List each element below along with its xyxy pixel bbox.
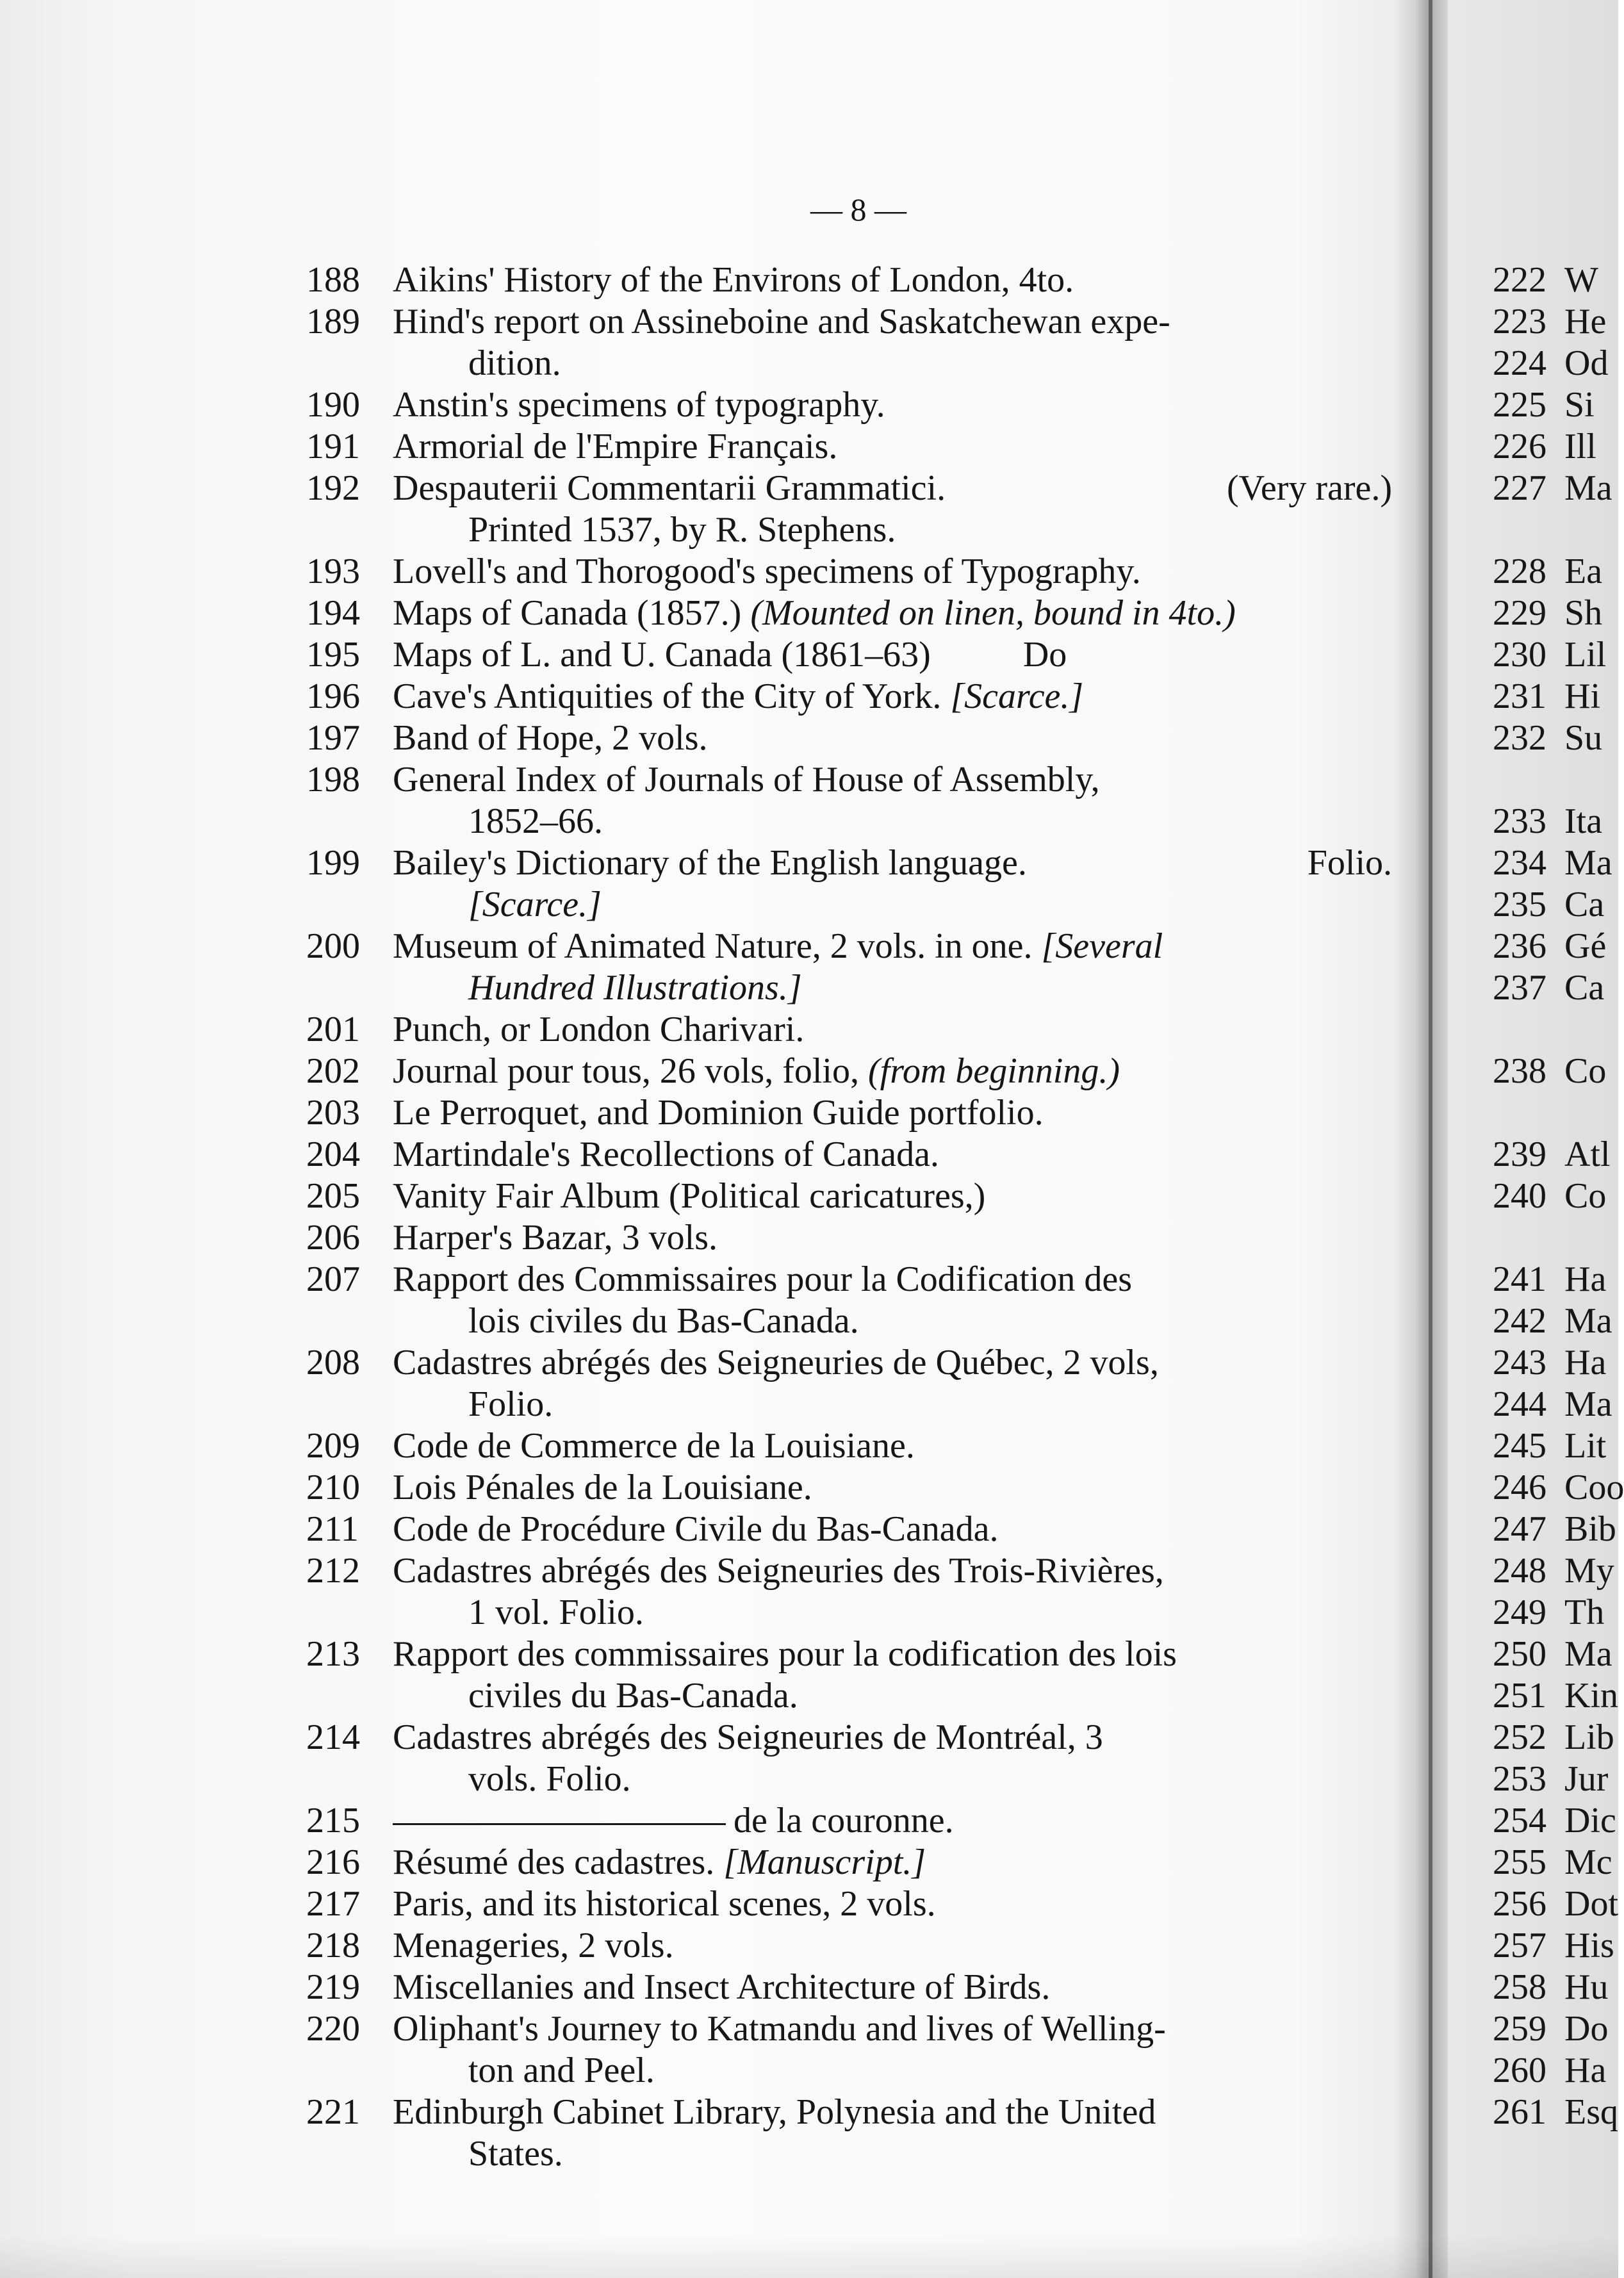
entry-number: 260 <box>1493 2051 1546 2090</box>
entry-title: Paris, and its historical scenes, 2 vols. <box>393 1884 936 1924</box>
entry-number: 233 <box>1493 801 1546 841</box>
page-bottom-edge <box>0 2236 1618 2278</box>
catalogue-entry <box>306 2092 1392 2175</box>
entry-continuation: States. <box>468 2134 563 2174</box>
facing-entry <box>1493 2092 1618 2133</box>
facing-entry <box>1493 676 1618 717</box>
entry-continuation: Folio. <box>468 1384 554 1424</box>
entry-title: Martindale's Recollections of Canada. <box>393 1135 939 1174</box>
facing-entry <box>1493 1550 1618 1592</box>
entry-number: 246 <box>1493 1468 1546 1507</box>
facing-entry <box>1493 1634 1618 1675</box>
catalogue-entry <box>306 1967 1392 2008</box>
catalogue-entry <box>306 301 1392 384</box>
entry-title: de la couronne. <box>734 1801 954 1840</box>
entry-title-fragment: Ha <box>1564 1343 1607 1382</box>
entry-number: 207 <box>306 1259 360 1299</box>
entry-number: 230 <box>1493 635 1546 675</box>
entry-number: 203 <box>306 1093 360 1133</box>
facing-entry <box>1493 426 1618 468</box>
entry-title-fragment: Atl <box>1564 1135 1611 1174</box>
entry-title: General Index of Journals of House of Assembly, <box>393 760 1100 799</box>
entry-title: Lovell's and Thorogood's specimens of Typography. <box>393 552 1141 591</box>
entry-number: 255 <box>1493 1842 1546 1882</box>
entry-number: 243 <box>1493 1343 1546 1382</box>
catalogue-entry <box>306 1259 1392 1342</box>
facing-entry <box>1493 1300 1618 1342</box>
entry-number: 258 <box>1493 1967 1546 2007</box>
catalogue-main-column <box>306 259 1392 2175</box>
entry-title: Armorial de l'Empire Français. <box>393 427 838 466</box>
entry-title: Miscellanies and Insect Architecture of Birds. <box>393 1967 1051 2007</box>
facing-entry <box>1493 1425 1618 1467</box>
entry-note: (Very rare.) <box>1226 468 1392 508</box>
entry-number: 197 <box>306 718 360 758</box>
entry-number: 254 <box>1493 1801 1546 1840</box>
catalogue-entry <box>306 1883 1392 1925</box>
entry-number: 224 <box>1493 343 1546 383</box>
entry-number: 195 <box>306 635 360 675</box>
entry-number: 194 <box>306 593 360 633</box>
entry-title: Oliphant's Journey to Katmandu and lives of Welling- <box>393 2009 1166 2049</box>
entry-title: Cadastres abrégés des Seigneuries des Trois-Rivières, <box>393 1551 1164 1591</box>
catalogue-entry <box>306 1217 1392 1259</box>
entry-number: 217 <box>306 1884 360 1924</box>
entry-title-fragment: My <box>1564 1551 1614 1591</box>
catalogue-entry <box>306 717 1392 759</box>
catalogue-entry <box>306 1467 1392 1509</box>
entry-title-fragment: Ma <box>1564 1301 1612 1341</box>
entry-number: 210 <box>306 1468 360 1507</box>
catalogue-entry <box>306 593 1392 634</box>
catalogue-entry <box>306 259 1392 301</box>
facing-entry <box>1493 384 1618 426</box>
catalogue-entry <box>306 1634 1392 1717</box>
catalogue-facing-column <box>1493 259 1624 2133</box>
entry-title: Rapport des Commissaires pour la Codification des <box>393 1259 1133 1299</box>
entry-title-fragment: Esq <box>1564 2092 1618 2132</box>
entry-number: 216 <box>306 1842 360 1882</box>
entry-number: 241 <box>1493 1259 1546 1299</box>
entry-title-fragment: He <box>1564 302 1607 341</box>
entry-title-fragment: Dic <box>1564 1801 1616 1840</box>
entry-title: Anstin's specimens of typography. <box>393 385 885 425</box>
catalogue-entry <box>306 2008 1392 2092</box>
entry-title: Cadastres abrégés des Seigneuries de Québec, 2 vols, <box>393 1343 1159 1382</box>
entry-number: 220 <box>306 2009 360 2049</box>
entry-continuation: lois civiles du Bas-Canada. <box>468 1301 859 1341</box>
entry-continuation: vols. Folio. <box>468 1759 631 1799</box>
catalogue-entry <box>306 1800 1392 1842</box>
catalogue-entry <box>306 1342 1392 1425</box>
ditto-mark: Do <box>1022 635 1067 675</box>
entry-title-fragment: Lib <box>1564 1717 1614 1757</box>
entry-continuation: dition. <box>468 343 561 383</box>
entry-number: 214 <box>306 1717 360 1757</box>
facing-entry <box>1493 1967 1618 2008</box>
entry-title: Lois Pénales de la Louisiane. <box>393 1468 812 1507</box>
entry-title: Harper's Bazar, 3 vols. <box>393 1218 718 1258</box>
facing-entry <box>1493 1800 1618 1842</box>
entry-title-fragment: Ha <box>1564 2051 1607 2090</box>
facing-entry <box>1493 1342 1618 1384</box>
facing-entry <box>1493 1592 1618 1634</box>
entry-number: 188 <box>306 260 360 300</box>
facing-entry <box>1493 842 1618 884</box>
facing-entry <box>1493 301 1618 343</box>
entry-title: Maps of L. and U. Canada (1861–63) <box>393 635 931 675</box>
catalogue-entry <box>306 1842 1392 1883</box>
catalogue-entry <box>306 676 1392 717</box>
catalogue-entry <box>306 842 1392 926</box>
binding-edge <box>1429 0 1432 2278</box>
entry-title: Résumé des cadastres. <box>393 1842 715 1882</box>
entry-continuation: Printed 1537, by R. Stephens. <box>468 510 896 550</box>
entry-number: 231 <box>1493 676 1546 716</box>
entry-title-fragment: Mc <box>1564 1842 1612 1882</box>
entry-title-fragment: Dot <box>1564 1884 1618 1924</box>
entry-number: 193 <box>306 552 360 591</box>
facing-entry <box>1493 717 1618 759</box>
entry-title-fragment: Od <box>1564 343 1609 383</box>
entry-title: Cadastres abrégés des Seigneuries de Montréal, 3 <box>393 1717 1103 1757</box>
entry-title: Maps of Canada (1857.) <box>393 593 742 633</box>
entry-number: 222 <box>1493 260 1546 300</box>
catalogue-entry <box>306 1009 1392 1051</box>
entry-title-fragment: Ma <box>1564 1384 1612 1424</box>
entry-title: Journal pour tous, 26 vols, folio, <box>393 1051 859 1091</box>
facing-entry <box>1493 1842 1618 1883</box>
entry-title: Menageries, 2 vols. <box>393 1926 674 1965</box>
facing-entry <box>1493 468 1618 509</box>
entry-number: 248 <box>1493 1551 1546 1591</box>
entry-number: 257 <box>1493 1926 1546 1965</box>
entry-number: 189 <box>306 302 360 341</box>
facing-entry <box>1493 1883 1618 1925</box>
catalogue-entry <box>306 1425 1392 1467</box>
catalogue-entry <box>306 426 1392 468</box>
entry-number: 240 <box>1493 1176 1546 1216</box>
entry-title-fragment: Ma <box>1564 1634 1612 1674</box>
entry-title: Le Perroquet, and Dominion Guide portfolio. <box>393 1093 1044 1133</box>
entry-number: 227 <box>1493 468 1546 508</box>
catalogue-entry <box>306 1509 1392 1550</box>
entry-number: 206 <box>306 1218 360 1258</box>
entry-title-fragment: Ma <box>1564 843 1612 883</box>
entry-number: 223 <box>1493 302 1546 341</box>
facing-entry <box>1493 259 1618 301</box>
entry-title: Code de Procédure Civile du Bas-Canada. <box>393 1509 999 1549</box>
entry-title-fragment: Bib <box>1564 1509 1616 1549</box>
entry-number: 199 <box>306 843 360 883</box>
entry-number: 256 <box>1493 1884 1546 1924</box>
entry-note: [Scarce.] <box>950 676 1084 716</box>
entry-number: 213 <box>306 1634 360 1674</box>
facing-entry <box>1493 1509 1618 1550</box>
catalogue-entry <box>306 759 1392 842</box>
entry-number: 204 <box>306 1135 360 1174</box>
facing-entry <box>1493 1467 1624 1509</box>
entry-number: 242 <box>1493 1301 1546 1341</box>
entry-title: Punch, or London Charivari. <box>393 1010 805 1049</box>
entry-title-fragment: Ea <box>1564 552 1603 591</box>
entry-number: 190 <box>306 385 360 425</box>
entry-title-fragment: Do <box>1564 2009 1609 2049</box>
entry-title-fragment: His <box>1564 1926 1614 1965</box>
facing-entry <box>1493 551 1618 593</box>
entry-title: Code de Commerce de la Louisiane. <box>393 1426 915 1466</box>
entry-continuation: ton and Peel. <box>468 2051 655 2090</box>
entry-note: [Several <box>1041 926 1163 966</box>
entry-title: Cave's Antiquities of the City of York. <box>393 676 942 716</box>
entry-note: (from beginning.) <box>867 1051 1120 1091</box>
entry-title: Despauterii Commentarii Grammatici. <box>393 468 946 508</box>
entry-title-fragment: Lit <box>1564 1426 1607 1466</box>
facing-entry <box>1493 1176 1618 1217</box>
facing-entry <box>1493 343 1618 384</box>
entry-title-fragment: Jur <box>1564 1759 1609 1799</box>
entry-number: 192 <box>306 468 360 508</box>
entry-number: 228 <box>1493 552 1546 591</box>
facing-entry <box>1493 1259 1618 1300</box>
entry-continuation: Hundred Illustrations.] <box>468 968 802 1008</box>
entry-number: 225 <box>1493 385 1546 425</box>
entry-title: Rapport des commissaires pour la codification des lois <box>393 1634 1177 1674</box>
entry-number: 253 <box>1493 1759 1546 1799</box>
facing-entry <box>1493 884 1618 926</box>
catalogue-entry <box>306 1717 1392 1800</box>
entry-title-fragment: Ita <box>1564 801 1603 841</box>
entry-title-fragment: Hi <box>1564 676 1600 716</box>
entry-title-fragment: Ha <box>1564 1259 1607 1299</box>
entry-number: 259 <box>1493 2009 1546 2049</box>
entry-title-fragment: Th <box>1564 1593 1605 1632</box>
entry-number: 244 <box>1493 1384 1546 1424</box>
entry-title: Hind's report on Assineboine and Saskatchewan expe- <box>393 302 1170 341</box>
entry-number: 208 <box>306 1343 360 1382</box>
facing-entry <box>1493 1925 1618 1967</box>
entry-number: 251 <box>1493 1676 1546 1716</box>
entry-number: 209 <box>306 1426 360 1466</box>
entry-title-fragment: Co <box>1564 1176 1607 1216</box>
entry-number: 245 <box>1493 1426 1546 1466</box>
entry-number: 219 <box>306 1967 360 2007</box>
catalogue-entry <box>306 634 1392 676</box>
facing-entry <box>1493 926 1618 967</box>
catalogue-entry <box>306 1051 1392 1092</box>
entry-continuation: civiles du Bas-Canada. <box>468 1676 798 1716</box>
entry-number: 237 <box>1493 968 1546 1008</box>
facing-entry <box>1493 1134 1618 1176</box>
entry-number: 211 <box>306 1509 359 1549</box>
facing-entry <box>1493 634 1618 676</box>
entry-number: 235 <box>1493 885 1546 924</box>
catalogue-entry <box>306 1176 1392 1217</box>
entry-title-fragment: Hu <box>1564 1967 1609 2007</box>
entry-number: 196 <box>306 676 360 716</box>
facing-entry <box>1493 2050 1618 2092</box>
entry-number: 202 <box>306 1051 360 1091</box>
entry-continuation: 1 vol. Folio. <box>468 1593 644 1632</box>
catalogue-entry <box>306 468 1392 551</box>
facing-entry <box>1493 1051 1618 1092</box>
entry-number: 252 <box>1493 1717 1546 1757</box>
facing-entry <box>1493 967 1618 1009</box>
entry-title-fragment: Gé <box>1564 926 1607 966</box>
catalogue-entry <box>306 551 1392 593</box>
entry-title-fragment: Coo <box>1564 1468 1624 1507</box>
entry-title-fragment: Su <box>1564 718 1603 758</box>
entry-title-fragment: Ca <box>1564 968 1605 1008</box>
entry-number: 229 <box>1493 593 1546 633</box>
ditto-rule <box>393 1823 726 1825</box>
entry-number: 236 <box>1493 926 1546 966</box>
catalogue-entry <box>306 1550 1392 1634</box>
facing-entry <box>1493 801 1618 842</box>
entry-number: 239 <box>1493 1135 1546 1174</box>
entry-title-fragment: W <box>1564 260 1598 300</box>
facing-entry <box>1493 1717 1618 1758</box>
entry-note: [Manuscript.] <box>723 1842 926 1882</box>
page-number: — 8 — <box>810 192 906 227</box>
catalogue-entry <box>306 384 1392 426</box>
catalogue-entry <box>306 1925 1392 1967</box>
entry-title: Aikins' History of the Environs of London, 4to. <box>393 260 1074 300</box>
entry-number: 191 <box>306 427 360 466</box>
entry-number: 201 <box>306 1010 360 1049</box>
entry-number: 261 <box>1493 2092 1546 2132</box>
entry-number: 198 <box>306 760 360 799</box>
entry-number: 250 <box>1493 1634 1546 1674</box>
entry-number: 238 <box>1493 1051 1546 1091</box>
entry-title: Edinburgh Cabinet Library, Polynesia and the United <box>393 2092 1156 2132</box>
entry-title: Bailey's Dictionary of the English language. <box>393 843 1027 883</box>
entry-number: 232 <box>1493 718 1546 758</box>
entry-number: 249 <box>1493 1593 1546 1632</box>
entry-title: Museum of Animated Nature, 2 vols. in one. <box>393 926 1033 966</box>
entry-title-fragment: Ma <box>1564 468 1612 508</box>
entry-title-fragment: Sh <box>1564 593 1603 633</box>
entry-number: 205 <box>306 1176 360 1216</box>
entry-continuation: [Scarce.] <box>468 885 602 924</box>
entry-number: 200 <box>306 926 360 966</box>
entry-number: 215 <box>306 1801 360 1840</box>
entry-number: 212 <box>306 1551 360 1591</box>
entry-number: 234 <box>1493 843 1546 883</box>
facing-entry <box>1493 1758 1618 1800</box>
entry-number: 221 <box>306 2092 360 2132</box>
facing-entry <box>1493 2008 1618 2050</box>
entry-title-fragment: Ill <box>1564 427 1596 466</box>
entry-title-fragment: Kin <box>1564 1676 1618 1716</box>
entry-number: 218 <box>306 1926 360 1965</box>
facing-entry <box>1493 593 1618 634</box>
entry-title: Band of Hope, 2 vols. <box>393 718 708 758</box>
entry-title-fragment: Co <box>1564 1051 1607 1091</box>
entry-number: 226 <box>1493 427 1546 466</box>
catalogue-entry <box>306 1134 1392 1176</box>
entry-note: (Mounted on linen, bound in 4to.) <box>750 593 1236 633</box>
facing-entry <box>1493 1675 1618 1717</box>
catalogue-entry <box>306 1092 1392 1134</box>
entry-note: Folio. <box>1307 843 1392 883</box>
entry-continuation: 1852–66. <box>468 801 603 841</box>
entry-number: 247 <box>1493 1509 1546 1549</box>
entry-title-fragment: Ca <box>1564 885 1605 924</box>
facing-entry <box>1493 1384 1618 1425</box>
entry-title-fragment: Si <box>1564 385 1595 425</box>
binding-shadow <box>1393 0 1448 2278</box>
catalogue-entry <box>306 926 1392 1009</box>
entry-title: Vanity Fair Album (Political caricatures,) <box>393 1176 986 1216</box>
entry-title-fragment: Lil <box>1564 635 1607 675</box>
